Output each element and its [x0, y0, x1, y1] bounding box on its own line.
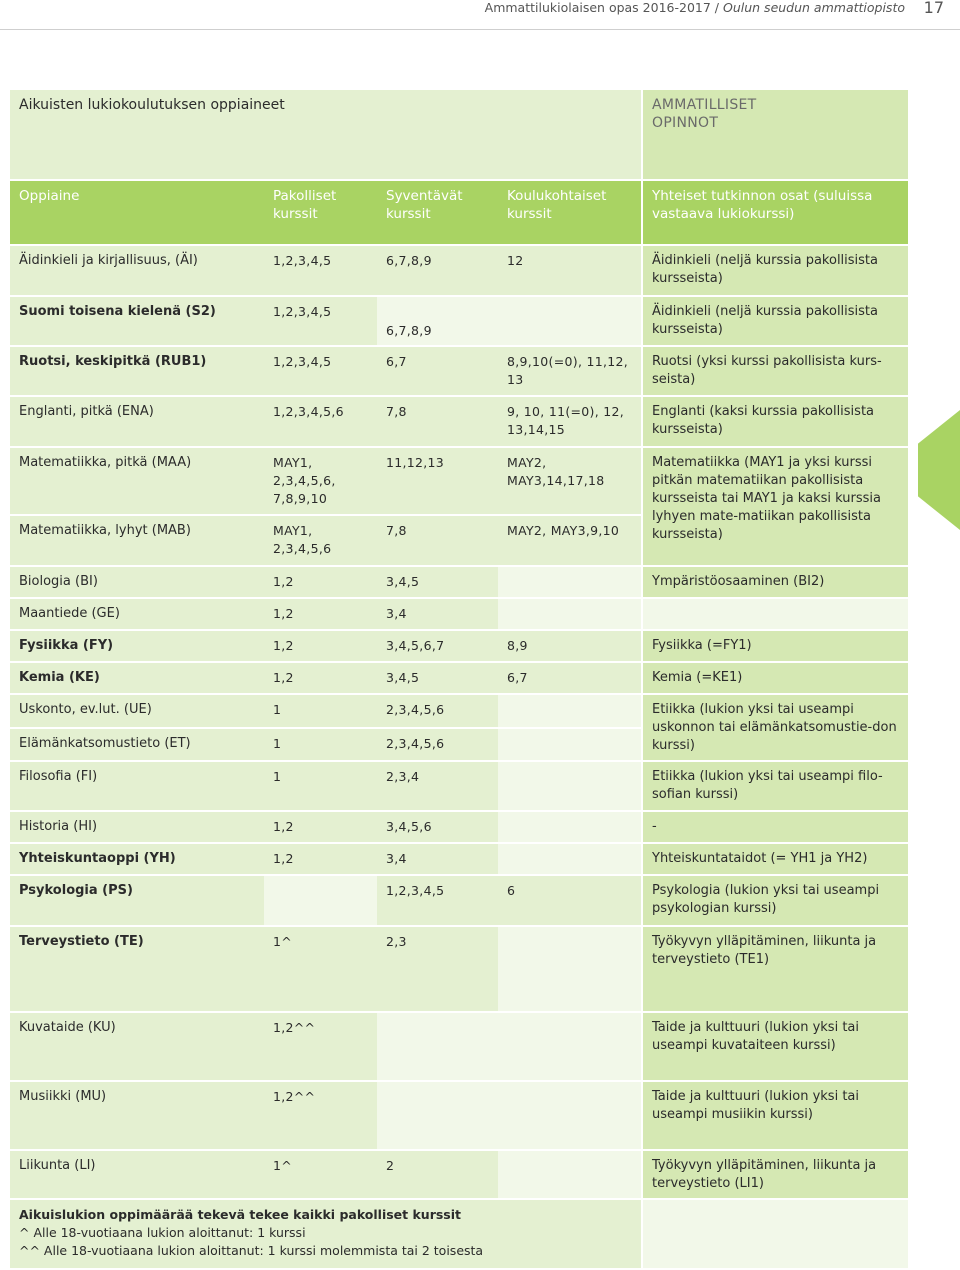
table-row [10, 246, 908, 297]
table-title: Aikuisten lukiokoulutuksen oppiaineet [10, 90, 643, 181]
col-header-school-l2: kurssit [507, 206, 552, 222]
vocational-cell: Psykologia (lukion yksi tai useampi psykologian kurssi) [643, 876, 908, 927]
subject-cell: Yhteiskuntaoppi (YH) [10, 844, 264, 876]
subject-cell: Ruotsi, keskipitkä (RUB1) [10, 347, 264, 397]
vocational-title-line2: OPINNOT [652, 115, 719, 131]
school-cell: 6,7 [498, 663, 643, 695]
advanced-cell: 6,7 [377, 347, 498, 397]
school-cell: 6 [498, 876, 643, 927]
vocational-cell: Työkyvyn ylläpitäminen, liikunta ja terveystieto (LI1) [643, 1151, 908, 1200]
col-header-compulsory-l2: kurssit [273, 206, 318, 222]
table-row [10, 1013, 908, 1082]
vocational-cell: Etiikka (lukion yksi tai useampi filo-sofian kurssi) [643, 762, 908, 812]
doc-title: Ammattilukiolaisen opas 2016-2017 [484, 0, 711, 15]
footnotes [10, 1200, 643, 1270]
subject-cell: Uskonto, ev.lut. (UE) [10, 695, 264, 729]
footnote-main: Aikuislukion oppimäärää tekevä tekee kaikki pakolliset kurssit [19, 1207, 462, 1222]
vocational-title [643, 90, 908, 181]
table-row [10, 663, 908, 695]
header-row [10, 181, 908, 246]
table-row [10, 297, 908, 347]
vocational-cell: Äidinkieli (neljä kurssia pakollisista kursseista) [643, 246, 908, 297]
school-cell [498, 1013, 643, 1082]
footnote-row [10, 1200, 908, 1270]
school-cell [498, 1082, 643, 1151]
subject-cell: Filosofia (FI) [10, 762, 264, 812]
header-divider [0, 29, 960, 30]
vocational-cell: Etiikka (lukion yksi tai useampi uskonnon tai elämänkatsomustie-don kurssi) [643, 695, 908, 762]
col-header-subject: Oppiaine [10, 181, 264, 246]
org-name: Oulun seudun ammattiopisto [723, 0, 905, 15]
advanced-cell [377, 1082, 498, 1151]
vocational-cell: Taide ja kulttuuri (lukion yksi tai useampi kuvataiteen kurssi) [643, 1013, 908, 1082]
subject-cell: Biologia (BI) [10, 567, 264, 599]
table-row [10, 812, 908, 844]
advanced-cell: 7,8 [377, 516, 498, 567]
compulsory-cell: 1 [264, 762, 377, 812]
table-row [10, 599, 908, 631]
vocational-cell: Ruotsi (yksi kurssi pakollisista kurs-seista) [643, 347, 908, 397]
subject-cell: Englanti, pitkä (ENA) [10, 397, 264, 448]
footnote-double-caret: ^^ Alle 18-vuotiaana lukion aloittanut: 1 kurssi molemmista tai 2 toisesta [19, 1243, 484, 1258]
compulsory-cell: 1 [264, 729, 377, 763]
col-header-vocational-l2: vastaava lukiokurssi) [652, 206, 795, 222]
subject-cell: Liikunta (LI) [10, 1151, 264, 1200]
advanced-cell: 2,3 [377, 927, 498, 1013]
advanced-cell: 1,2,3,4,5 [377, 876, 498, 927]
table-row [10, 876, 908, 927]
school-cell [498, 567, 643, 599]
subject-cell: Elämänkatsomustieto (ET) [10, 729, 264, 763]
advanced-cell [377, 1013, 498, 1082]
table-row [10, 347, 908, 397]
footnote-caret: ^ Alle 18-vuotiaana lukion aloittanut: 1 kurssi [19, 1225, 306, 1240]
subject-cell: Fysiikka (FY) [10, 631, 264, 663]
subject-cell: Suomi toisena kielenä (S2) [10, 297, 264, 347]
compulsory-cell: 1,2 [264, 567, 377, 599]
compulsory-cell: 1,2 [264, 663, 377, 695]
school-cell [498, 927, 643, 1013]
compulsory-cell: 1,2,3,4,5 [264, 246, 377, 297]
advanced-cell: 3,4,5 [377, 567, 498, 599]
page-header [0, 0, 960, 30]
subject-cell: Matematiikka, pitkä (MAA) [10, 448, 264, 516]
advanced-cell: 3,4,5 [377, 663, 498, 695]
advanced-cell: 3,4,5,6,7 [377, 631, 498, 663]
table-row [10, 844, 908, 876]
table-row [10, 397, 908, 448]
subject-cell: Terveystieto (TE) [10, 927, 264, 1013]
subject-cell: Äidinkieli ja kirjallisuus, (ÄI) [10, 246, 264, 297]
col-header-advanced [377, 181, 498, 246]
compulsory-cell: 1^ [264, 1151, 377, 1200]
advanced-cell: 6,7,8,9 [377, 246, 498, 297]
subject-cell: Historia (HI) [10, 812, 264, 844]
side-tab-marker [918, 410, 960, 530]
col-header-vocational-l1: Yhteiset tutkinnon osat (suluissa [652, 188, 873, 204]
advanced-cell: 2 [377, 1151, 498, 1200]
compulsory-cell: 1,2^^ [264, 1082, 377, 1151]
vocational-cell: Työkyvyn ylläpitäminen, liikunta ja terveystieto (TE1) [643, 927, 908, 1013]
table-row [10, 1151, 908, 1200]
school-cell [498, 844, 643, 876]
advanced-cell: 2,3,4,5,6 [377, 695, 498, 729]
compulsory-cell: 1,2 [264, 599, 377, 631]
header-separator: / [714, 0, 720, 15]
table-row [10, 448, 908, 516]
compulsory-cell: 1,2 [264, 631, 377, 663]
subject-cell: Psykologia (PS) [10, 876, 264, 927]
table-row [10, 695, 908, 729]
vocational-cell: Fysiikka (=FY1) [643, 631, 908, 663]
school-cell: MAY2, MAY3,9,10 [498, 516, 643, 567]
school-cell [498, 729, 643, 763]
vocational-cell: Matematiikka (MAY1 ja yksi kurssi pitkän matematiikan pakollisista kursseista tai MAY1 ja kaksi kurssia lyhyen mate-matiikan pakollisista kursseista) [643, 448, 908, 567]
vocational-cell: Kemia (=KE1) [643, 663, 908, 695]
compulsory-cell: 1,2 [264, 844, 377, 876]
table-row [10, 927, 908, 1013]
vocational-cell: - [643, 812, 908, 844]
advanced-cell: 7,8 [377, 397, 498, 448]
compulsory-cell: MAY1, 2,3,4,5,6, 7,8,9,10 [264, 448, 377, 516]
page-number: 17 [923, 0, 944, 17]
col-header-advanced-l1: Syventävät [386, 188, 463, 204]
advanced-cell: 3,4 [377, 599, 498, 631]
table-row [10, 631, 908, 663]
vocational-cell: Englanti (kaksi kurssia pakollisista kursseista) [643, 397, 908, 448]
advanced-cell: 3,4 [377, 844, 498, 876]
school-cell: 9, 10, 11(=0), 12, 13,14,15 [498, 397, 643, 448]
col-header-school-l1: Koulukohtaiset [507, 188, 607, 204]
col-header-advanced-l2: kurssit [386, 206, 431, 222]
school-cell [498, 762, 643, 812]
advanced-cell: 2,3,4,5,6 [377, 729, 498, 763]
compulsory-cell: MAY1, 2,3,4,5,6 [264, 516, 377, 567]
col-header-vocational [643, 181, 908, 246]
subject-cell: Maantiede (GE) [10, 599, 264, 631]
advanced-cell: 2,3,4 [377, 762, 498, 812]
school-cell [498, 599, 643, 631]
compulsory-cell: 1,2,3,4,5 [264, 347, 377, 397]
table-row [10, 567, 908, 599]
col-header-compulsory-l1: Pakolliset [273, 188, 337, 204]
subject-cell: Kemia (KE) [10, 663, 264, 695]
school-cell [498, 812, 643, 844]
school-cell: 8,9 [498, 631, 643, 663]
advanced-cell: 3,4,5,6 [377, 812, 498, 844]
subjects-table [10, 90, 908, 1270]
table-row [10, 762, 908, 812]
compulsory-cell: 1 [264, 695, 377, 729]
vocational-cell: Yhteiskuntataidot (= YH1 ja YH2) [643, 844, 908, 876]
school-cell [498, 695, 643, 729]
vocational-cell: Taide ja kulttuuri (lukion yksi tai useampi musiikin kurssi) [643, 1082, 908, 1151]
school-cell: 12 [498, 246, 643, 297]
compulsory-cell: 1,2,3,4,5,6 [264, 397, 377, 448]
compulsory-cell: 1,2,3,4,5 [264, 297, 377, 347]
compulsory-cell: 1,2 [264, 812, 377, 844]
compulsory-cell [264, 876, 377, 927]
subject-cell: Kuvataide (KU) [10, 1013, 264, 1082]
school-cell [498, 1151, 643, 1200]
col-header-compulsory [264, 181, 377, 246]
vocational-title-line1: AMMATILLISET [652, 97, 757, 113]
advanced-cell: 6,7,8,9 [377, 297, 498, 347]
advanced-cell: 11,12,13 [377, 448, 498, 516]
school-cell [498, 297, 643, 347]
vocational-cell: Äidinkieli (neljä kurssia pakollisista kursseista) [643, 297, 908, 347]
school-cell: 8,9,10(=0), 11,12, 13 [498, 347, 643, 397]
subject-cell: Musiikki (MU) [10, 1082, 264, 1151]
table-row [10, 1082, 908, 1151]
vocational-cell: Ympäristöosaaminen (BI2) [643, 567, 908, 599]
vocational-cell [643, 599, 908, 631]
compulsory-cell: 1^ [264, 927, 377, 1013]
header-text [485, 0, 905, 15]
compulsory-cell: 1,2^^ [264, 1013, 377, 1082]
subject-cell: Matematiikka, lyhyt (MAB) [10, 516, 264, 567]
table-title-row [10, 90, 908, 181]
col-header-school [498, 181, 643, 246]
footnote-empty-cell [643, 1200, 908, 1270]
school-cell: MAY2, MAY3,14,17,18 [498, 448, 643, 516]
